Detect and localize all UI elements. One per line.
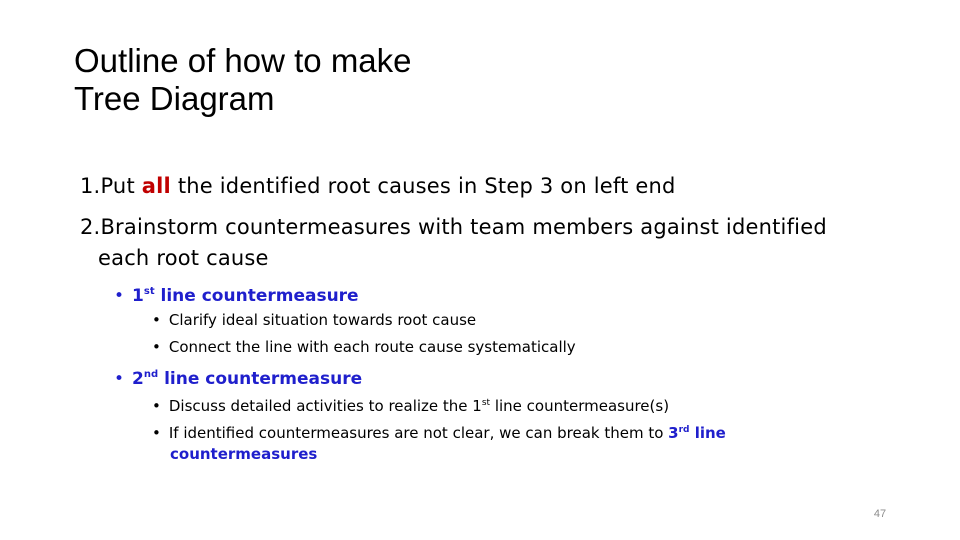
detail-2-2-blue-sup: rd	[678, 425, 690, 435]
detail-2-1-sup: st	[481, 398, 491, 408]
detail-2-2-blue-num: 3	[668, 424, 679, 442]
detail-1-1-bullet: •	[152, 311, 161, 329]
step-2-line-1: Brainstorm countermeasures with team members against identified	[100, 215, 827, 239]
detail-1-2-text: Connect the line with each route cause systematically	[168, 338, 576, 356]
sub-item-2-bullet: •	[114, 369, 125, 389]
sub-item-2	[114, 364, 874, 390]
detail-1-1	[152, 309, 852, 331]
detail-2-1-text-before: Discuss detailed activities to realize the 1	[168, 397, 482, 415]
sub-item-2-sup: nd	[143, 369, 159, 380]
step-1-text-before: Put	[100, 174, 142, 198]
detail-1-2-bullet: •	[152, 338, 161, 356]
sub-item-2-num: 2	[132, 369, 144, 389]
page-number: 47	[873, 508, 887, 520]
sub-item-1-bullet: •	[114, 286, 125, 306]
detail-1-1-text: Clarify ideal situation towards root cause	[168, 311, 477, 329]
step-1-highlight: all	[141, 174, 171, 198]
step-1-number: 1.	[80, 174, 101, 198]
detail-1-2	[152, 336, 852, 358]
title-line-1: Outline of how to make	[74, 42, 412, 79]
step-2-line-2: each root cause	[98, 246, 269, 270]
sub-item-2-label: line countermeasure	[158, 369, 363, 389]
sub-item-1	[114, 281, 874, 307]
detail-2-1-text-after: line countermeasure(s)	[490, 397, 670, 415]
step-1	[80, 171, 900, 202]
detail-2-2	[152, 419, 852, 465]
step-2-number: 2.	[80, 215, 101, 239]
detail-2-1	[152, 392, 852, 417]
sub-item-1-num: 1	[132, 286, 144, 306]
slide-title	[74, 42, 774, 118]
step-2	[80, 212, 900, 274]
title-line-2: Tree Diagram	[74, 80, 275, 117]
detail-2-2-blue-after: line	[689, 424, 726, 442]
step-1-text-after: the identified root causes in Step 3 on left end	[170, 174, 676, 198]
detail-2-2-bullet: •	[152, 424, 161, 442]
sub-item-1-sup: st	[143, 286, 155, 297]
detail-2-1-bullet: •	[152, 397, 161, 415]
detail-2-2-blue-line-2: countermeasures	[170, 445, 318, 463]
sub-item-1-label: line countermeasure	[154, 286, 359, 306]
detail-2-2-text-before: If identified countermeasures are not clear, we can break them to	[168, 424, 669, 442]
